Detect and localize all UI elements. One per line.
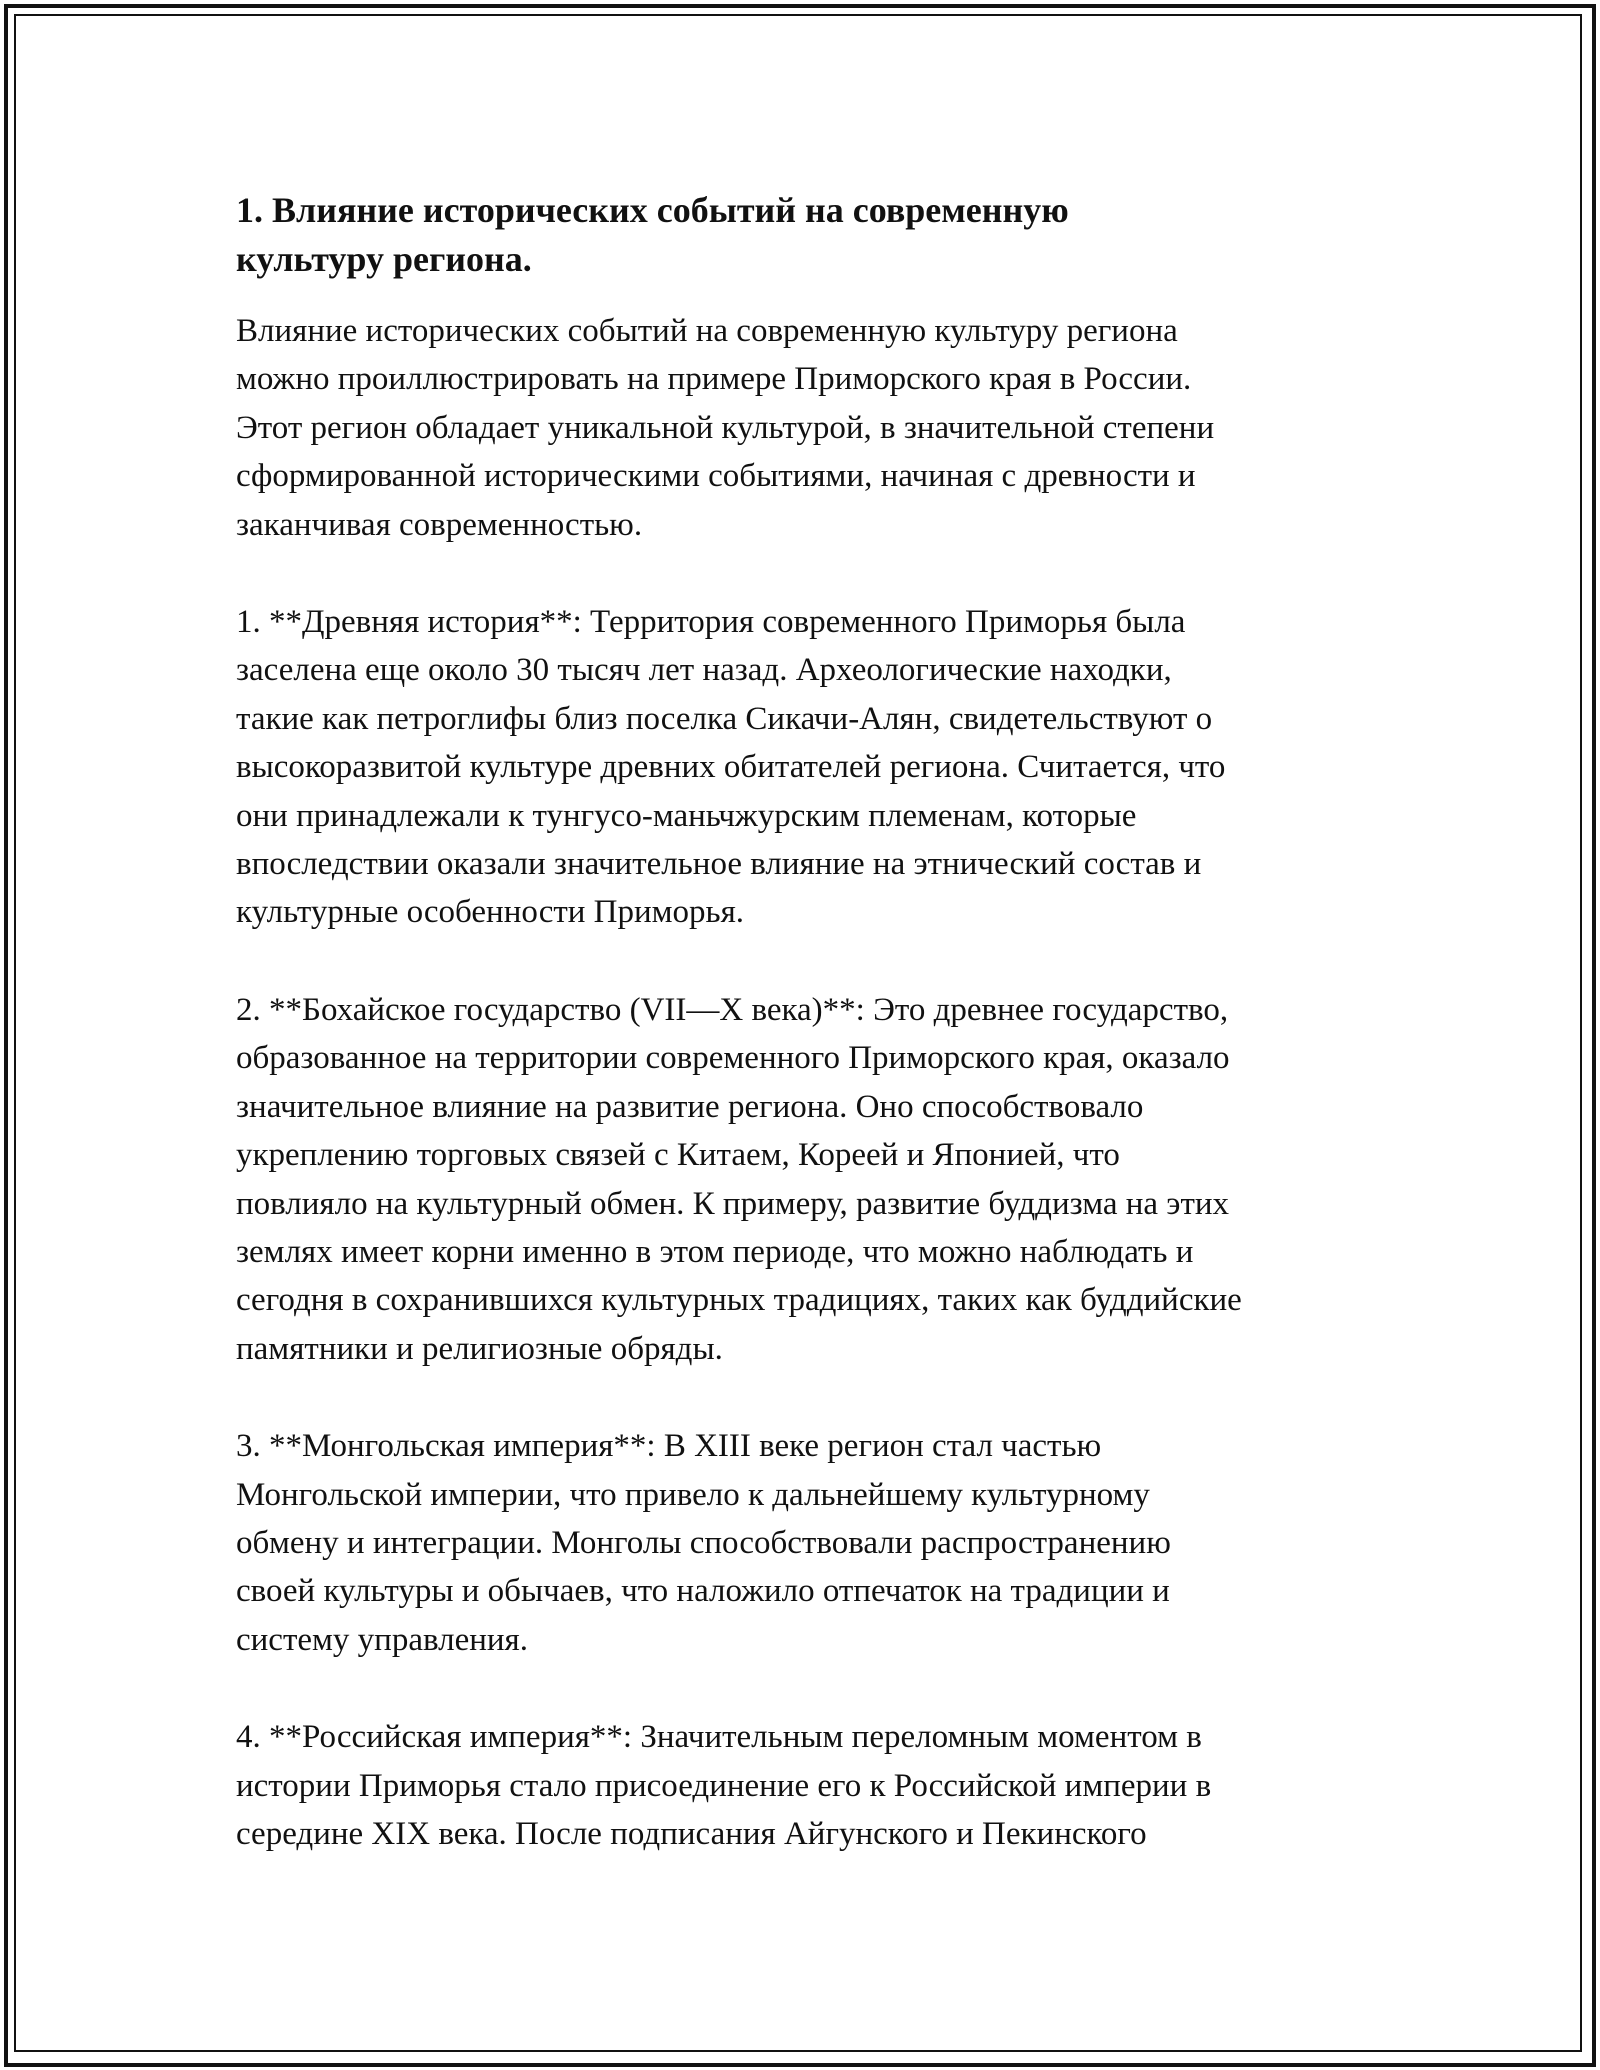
text-line: сегодня в сохранившихся культурных традициях, таких как буддийские (236, 1282, 1242, 1319)
text-line: систему управления. (236, 1621, 528, 1658)
text-line: истории Приморья стало присоединение его к Российской империи в (236, 1767, 1212, 1804)
text-line: заканчивая современностью. (236, 506, 643, 543)
heading-line: культуру региона. (236, 239, 532, 279)
text-line: повлияло на культурный обмен. К примеру, развитие буддизма на этих (236, 1185, 1230, 1222)
text-line: обмену и интеграции. Монголы способствовали распространению (236, 1524, 1171, 1561)
paragraph-list (236, 307, 1366, 1858)
text-line: памятники и религиозные обряды. (236, 1330, 723, 1367)
text-line: 3. **Монгольская империя**: В XIII веке регион стал частью (236, 1428, 1102, 1465)
text-line: впоследствии оказали значительное влияние на этнический состав и (236, 846, 1202, 883)
list-item-paragraph (236, 986, 1366, 1373)
text-line: Монгольской империи, что привело к дальнейшему культурному (236, 1476, 1150, 1513)
text-line: середине XIX века. После подписания Айгунского и Пекинского (236, 1815, 1147, 1852)
text-line: заселена еще около 30 тысяч лет назад. Археологические находки, (236, 652, 1172, 689)
list-item-paragraph (236, 1713, 1366, 1858)
text-line: можно проиллюстрировать на примере Приморского края в России. (236, 361, 1192, 398)
text-line: 2. **Бохайское государство (VII—X века)**: Это древнее государство, (236, 991, 1229, 1028)
section-heading (236, 186, 1366, 284)
text-line: значительное влияние на развитие региона. Оно способствовало (236, 1088, 1144, 1125)
text-line: они принадлежали к тунгусо-маньчжурским племенам, которые (236, 797, 1137, 834)
document-body (236, 186, 1366, 1907)
heading-line: 1. Влияние исторических событий на современную (236, 190, 1069, 230)
text-line: землях имеет корни именно в этом периоде, что можно наблюдать и (236, 1233, 1194, 1270)
text-line: укреплению торговых связей с Китаем, Кореей и Японией, что (236, 1137, 1120, 1174)
list-item-paragraph (236, 598, 1366, 937)
intro-paragraph (236, 307, 1366, 549)
text-line: своей культуры и обычаев, что наложило отпечаток на традиции и (236, 1573, 1170, 1610)
text-line: 1. **Древняя история**: Территория современного Приморья была (236, 604, 1186, 641)
list-item-paragraph (236, 1422, 1366, 1664)
text-line: Влияние исторических событий на современную культуру региона (236, 313, 1178, 349)
text-line: такие как петроглифы близ поселка Сикачи-Алян, свидетельствуют о (236, 700, 1213, 737)
text-line: Этот регион обладает уникальной культурой, в значительной степени (236, 409, 1215, 446)
text-line: культурные особенности Приморья. (236, 894, 745, 931)
text-line: образованное на территории современного Приморского края, оказало (236, 1040, 1230, 1077)
text-line: сформированной историческими событиями, начиная с древности и (236, 458, 1196, 495)
text-line: 4. **Российская империя**: Значительным переломным моментом в (236, 1719, 1202, 1756)
text-line: высокоразвитой культуре древних обитателей региона. Считается, что (236, 749, 1226, 786)
